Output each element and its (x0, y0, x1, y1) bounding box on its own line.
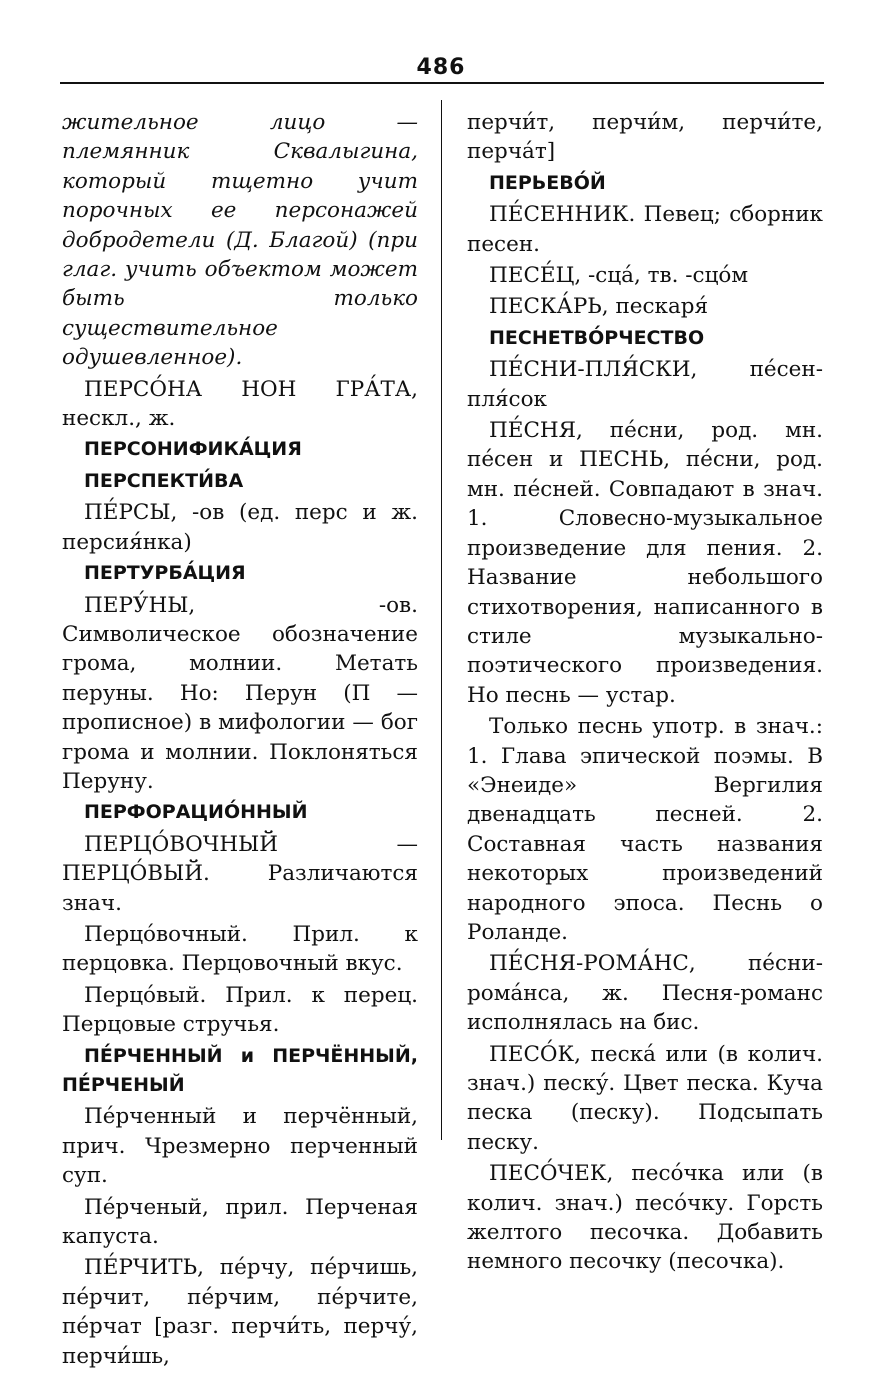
entry-perspektiva: ПЕРСПЕКТИ́ВА (84, 469, 244, 492)
entry-perchit: ПЕ́РЧИТЬ, пе́рчу, пе́рчишь, пе́рчит, пе́рчим, пе́рчите, пе́рчат [разг. перчи́ть, перчу́, перчи́шь, (62, 1255, 418, 1369)
entry-pesennik: ПЕ́СЕННИК. Певец; сборник песен. (467, 202, 823, 257)
entry-perforatsionny: ПЕРФОРАЦИО́ННЫЙ (84, 801, 308, 824)
entry-pertsovy: Перцо́вый. Прил. к перец. Перцовые стручья. (62, 982, 418, 1038)
entry-perchenny: Пе́рченный и перчённый, прич. Чрезмерно перченный суп. (62, 1104, 418, 1189)
entry-persona-non-grata: ПЕРСО́НА НОН ГРА́ТА, нескл., ж. (62, 376, 418, 432)
entry-pesnetvorchestvo: ПЕСНЕТВО́РЧЕСТВО (489, 326, 705, 349)
entry-pesets: ПЕСЕ́Ц, -сца́, тв. -сцо́м (489, 263, 749, 289)
left-column (62, 108, 418, 1373)
header-rule (60, 82, 824, 84)
column-divider (441, 100, 442, 1140)
entry-percheny: Пе́рченый, прил. Перченая капуста. (62, 1194, 418, 1250)
entry-perturbatsiya: ПЕРТУРБА́ЦИЯ (84, 562, 246, 585)
entry-pesochek: ПЕСО́ЧЕК, песо́чка или (в колич. знач.) песо́чку. Горсть желтого песочка. Добавить немного песочку (песочка). (467, 1161, 823, 1275)
entry-persy: ПЕ́РСЫ, -ов (ед. перс и ж. персия́нка) (62, 500, 418, 555)
entry-pesni-plyaski: ПЕ́СНИ-ПЛЯ́СКИ, пе́сен-пля́сок (467, 357, 823, 412)
page-number: 486 (416, 55, 466, 80)
entry-peruny: ПЕРУ́НЫ, -ов. Символическое обозначение грома, молнии. Метать перуны. Но: Перун (П — прописное) в мифологии — бог грома и молнии. Поклоняться Перуну. (62, 592, 418, 794)
entry-pesok: ПЕСО́К, песка́ или (в колич. знач.) песку́. Цвет песка. Куча песка (песку). Подсыпать песку. (467, 1041, 823, 1155)
entry-pertsovochny-pertsovy: ПЕРЦО́ВОЧНЫЙ — ПЕРЦО́ВЫЙ. Различаются знач. (62, 831, 418, 916)
entry-continuation: жительное лицо — племянник Сквалыгина, который тщетно учит порочных ее персонажей добродетели (Д. Благой) (при глаг. учить объектом может быть только существительное одушевленное). (62, 110, 418, 371)
entry-perevoy: ПЕРЬЕВО́Й (489, 171, 606, 194)
entry-pesnya: ПЕ́СНЯ, пе́сни, род. мн. пе́сен и ПЕСНЬ, пе́сни, род. мн. пе́сней. Совпадают в знач. 1. Словесно-музыкальное произведение для пения. 2. Название небольшого стихотворения, написанного в стиле музыкально-поэтического произведения. Но песнь — устар. (467, 418, 823, 708)
entry-peskar: ПЕСКА́РЬ, пескаря́ (489, 294, 709, 320)
entry-personifikatsiya: ПЕРСОНИФИКА́ЦИЯ (84, 438, 302, 461)
entry-perchit-continuation: перчи́т, перчи́м, перчи́те, перча́т] (467, 110, 823, 165)
entry-pertsovochny: Перцо́вочный. Прил. к перцовка. Перцовочный вкус. (62, 921, 418, 977)
right-column (467, 108, 823, 1279)
entry-perchenny-heading: ПЕ́РЧЕННЫЙ и ПЕРЧЁННЫЙ, ПЕ́РЧЕНЫЙ (62, 1044, 418, 1096)
entry-pesn-usage: Только песнь употр. в знач.: 1. Глава эпической поэмы. В «Энеиде» Вергилия двенадцать песней. 2. Составная часть названия некоторых произведений народного эпоса. Песнь о Роланде. (467, 714, 823, 945)
entry-pesnya-romans: ПЕ́СНЯ-РОМА́НС, пе́сни-рома́нса, ж. Песня-романс исполнялась на бис. (467, 951, 823, 1036)
